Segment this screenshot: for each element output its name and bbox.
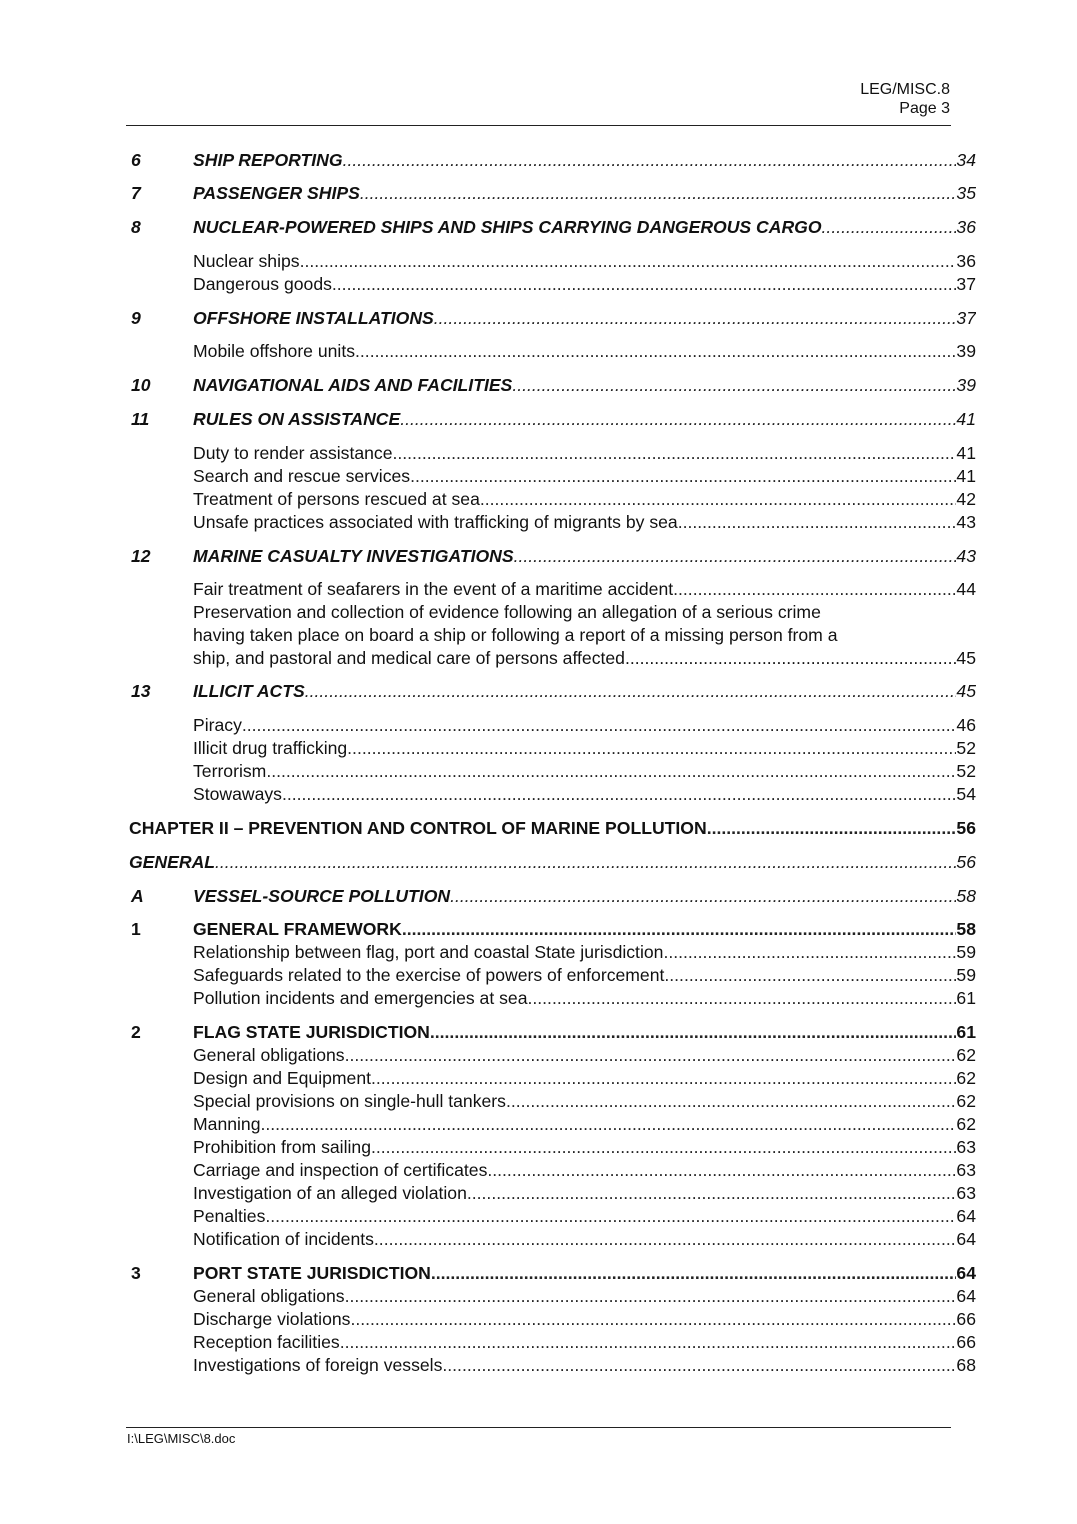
toc-entry-title: ILLICIT ACTS bbox=[193, 681, 305, 701]
toc-entry-illicit-acts[interactable] bbox=[129, 680, 976, 702]
toc-subentry-search-and-rescue[interactable] bbox=[129, 465, 976, 487]
dot-leader bbox=[673, 578, 956, 600]
toc-entry-title: NAVIGATIONAL AIDS AND FACILITIES bbox=[193, 375, 513, 395]
toc-chapter-ii[interactable] bbox=[129, 817, 976, 839]
toc-entry-title: FLAG STATE JURISDICTION bbox=[193, 1022, 430, 1042]
toc-entry-page: 56 bbox=[956, 852, 976, 872]
toc-entry-number: 9 bbox=[131, 308, 141, 328]
toc-entry-title: PORT STATE JURISDICTION bbox=[193, 1263, 431, 1283]
toc-entry-title: SHIP REPORTING bbox=[193, 150, 343, 170]
toc-subentry-title: General obligations bbox=[193, 1045, 345, 1065]
toc-entry-number: 6 bbox=[131, 150, 141, 170]
toc-entry-general-framework[interactable] bbox=[129, 918, 976, 940]
toc-entry-title: RULES ON ASSISTANCE bbox=[193, 409, 401, 429]
toc-entry-title: NUCLEAR-POWERED SHIPS AND SHIPS CARRYING DANGEROUS CARGO bbox=[193, 217, 822, 237]
toc-subentry-unsafe-practices[interactable] bbox=[129, 511, 976, 533]
dot-leader bbox=[514, 545, 957, 567]
toc-subentry-title: Mobile offshore units bbox=[193, 341, 356, 361]
toc-subentry-title: Carriage and inspection of certificates bbox=[193, 1160, 488, 1180]
toc-subentry-line: ship, and pastoral and medical care of persons affected. bbox=[193, 648, 630, 668]
header-rule bbox=[126, 125, 951, 126]
dot-leader bbox=[393, 442, 957, 464]
toc-subentry-title: Stowaways bbox=[193, 784, 282, 804]
toc-subentry-title: Design and Equipment bbox=[193, 1068, 372, 1088]
toc-entry-number: 1 bbox=[131, 919, 141, 939]
page-header bbox=[860, 80, 950, 118]
document-reference: LEG/MISC.8 bbox=[860, 81, 950, 98]
toc-subentry-title: Penalties bbox=[193, 1206, 266, 1226]
toc-subentry-manning[interactable] bbox=[129, 1113, 976, 1135]
toc-subentry-general-obligations-port[interactable] bbox=[129, 1285, 976, 1307]
toc-entry-number: A bbox=[131, 886, 144, 906]
toc-subentry-page: 37 bbox=[956, 274, 976, 294]
dot-leader bbox=[345, 1285, 957, 1307]
toc-subentry-fair-treatment-of-seafarers[interactable] bbox=[129, 578, 976, 600]
toc-subentry-mobile-offshore-units[interactable] bbox=[129, 340, 976, 362]
toc-subentry-line: Preservation and collection of evidence following an allegation of a serious crime bbox=[193, 602, 821, 622]
toc-subentry-illicit-drug-trafficking[interactable] bbox=[129, 737, 976, 759]
toc-entry-page: 35 bbox=[956, 183, 976, 203]
dot-leader bbox=[345, 1044, 957, 1066]
toc-subentry-title: Duty to render assistance bbox=[193, 443, 393, 463]
toc-entry-title: GENERAL FRAMEWORK bbox=[193, 919, 402, 939]
toc-entry-offshore-installations[interactable] bbox=[129, 307, 976, 329]
dot-leader bbox=[434, 307, 957, 329]
toc-entry-marine-casualty-investigations[interactable] bbox=[129, 545, 976, 567]
toc-subentry-page: 41 bbox=[956, 443, 976, 463]
toc-subentry-title: Relationship between flag, port and coastal State jurisdiction bbox=[193, 942, 664, 962]
toc-entry-number: 13 bbox=[131, 681, 151, 701]
toc-subentry-certificates[interactable] bbox=[129, 1159, 976, 1181]
dot-leader bbox=[347, 737, 956, 759]
toc-subentry-page: 68 bbox=[956, 1355, 976, 1375]
toc-subentry-page: 39 bbox=[956, 341, 976, 361]
toc-subentry-single-hull-tankers[interactable] bbox=[129, 1090, 976, 1112]
toc-subentry-title: Special provisions on single-hull tankers bbox=[193, 1091, 506, 1111]
dot-leader bbox=[410, 465, 956, 487]
toc-subentry-title: Nuclear ships bbox=[193, 251, 300, 271]
toc-subentry-page: 62 bbox=[956, 1091, 976, 1111]
toc-subentry-title: Investigations of foreign vessels bbox=[193, 1355, 443, 1375]
dot-leader bbox=[360, 182, 957, 204]
toc-subentry-general-obligations[interactable] bbox=[129, 1044, 976, 1066]
toc-entry-title: PASSENGER SHIPS bbox=[193, 183, 360, 203]
dot-leader bbox=[265, 1205, 956, 1227]
toc-subentry-title: Pollution incidents and emergencies at sea bbox=[193, 988, 528, 1008]
toc-subentry-title: Search and rescue services bbox=[193, 466, 411, 486]
dot-leader bbox=[374, 1228, 957, 1250]
dot-leader bbox=[261, 1113, 957, 1135]
toc-entry-page: 41 bbox=[956, 409, 976, 429]
toc-entry-port-state-jurisdiction[interactable] bbox=[129, 1262, 976, 1284]
dot-leader bbox=[663, 941, 956, 963]
toc-entry-flag-state-jurisdiction[interactable] bbox=[129, 1021, 976, 1043]
page-number: Page 3 bbox=[899, 100, 950, 117]
toc-entry-page: 34 bbox=[956, 150, 976, 170]
dot-leader bbox=[402, 918, 957, 940]
toc-subentry-piracy[interactable] bbox=[129, 714, 976, 736]
toc-subentry-title: Unsafe practices associated with trafficking of migrants by sea bbox=[193, 512, 678, 532]
toc-entry-page: 45 bbox=[956, 681, 976, 701]
dot-leader bbox=[355, 340, 956, 362]
toc-entry-number: 11 bbox=[131, 409, 150, 429]
toc-subentry-title: Fair treatment of seafarers in the event of a maritime accident bbox=[193, 579, 674, 599]
dot-leader bbox=[707, 817, 957, 839]
toc-subentry-title: Dangerous goods bbox=[193, 274, 332, 294]
toc-subentry-page: 43 bbox=[956, 512, 976, 532]
toc-chapter-title: CHAPTER II – PREVENTION AND CONTROL OF MARINE POLLUTION bbox=[129, 818, 707, 838]
toc-subentry-page: 63 bbox=[956, 1183, 976, 1203]
toc-subentry-page: 61 bbox=[956, 988, 976, 1008]
toc-entry-page: 64 bbox=[956, 1263, 976, 1283]
dot-leader bbox=[300, 250, 957, 272]
toc-subentry-page: 44 bbox=[956, 579, 976, 599]
toc-entry-number: 10 bbox=[131, 375, 151, 395]
toc-subentry-notification-of-incidents[interactable] bbox=[129, 1228, 976, 1250]
toc-entry-ship-reporting[interactable] bbox=[129, 149, 976, 171]
dot-leader bbox=[332, 273, 957, 295]
toc-entry-number: 12 bbox=[131, 546, 151, 566]
toc-entry-number: 3 bbox=[131, 1263, 141, 1283]
dot-leader bbox=[371, 1136, 956, 1158]
toc-subentry-page: 63 bbox=[956, 1160, 976, 1180]
toc-entry-page: 36 bbox=[956, 217, 976, 237]
dot-leader bbox=[450, 885, 956, 907]
toc-subentry-title: Piracy bbox=[193, 715, 242, 735]
dot-leader bbox=[480, 488, 957, 510]
toc-entry-page: 39 bbox=[956, 375, 976, 395]
toc-entry-number: 8 bbox=[131, 217, 141, 237]
toc-subentry-page: 64 bbox=[956, 1286, 976, 1306]
toc-subentry-pollution-incidents[interactable] bbox=[129, 987, 976, 1009]
toc-entry-page: 37 bbox=[956, 308, 976, 328]
toc-subentry-investigations-foreign-vessels[interactable] bbox=[129, 1354, 976, 1376]
toc-entry-title: GENERAL bbox=[129, 852, 216, 872]
toc-subentry-page: 64 bbox=[956, 1229, 976, 1249]
toc-entry-page: 58 bbox=[956, 919, 976, 939]
toc-subentry-page: 46 bbox=[956, 715, 976, 735]
dot-leader bbox=[442, 1354, 956, 1376]
toc-subentry-page: 45 bbox=[956, 648, 976, 668]
dot-leader bbox=[528, 987, 957, 1009]
dot-leader bbox=[343, 149, 957, 171]
toc-subentry-terrorism[interactable] bbox=[129, 760, 976, 782]
toc-entry-rules-on-assistance[interactable] bbox=[129, 408, 976, 430]
toc-subentry-title: Treatment of persons rescued at sea bbox=[193, 489, 480, 509]
dot-leader bbox=[467, 1182, 957, 1204]
dot-leader bbox=[664, 964, 956, 986]
toc-subentry-page: 66 bbox=[956, 1309, 976, 1329]
toc-subentry-page: 62 bbox=[956, 1114, 976, 1134]
toc-subentry-title: General obligations bbox=[193, 1286, 345, 1306]
toc-subentry-page: 42 bbox=[956, 489, 976, 509]
dot-leader bbox=[506, 1090, 956, 1112]
toc-subentry-page: 66 bbox=[956, 1332, 976, 1352]
toc-subentry-title: Illicit drug trafficking bbox=[193, 738, 348, 758]
toc-subentry-page: 62 bbox=[956, 1068, 976, 1088]
toc-entry-page: 61 bbox=[956, 1022, 976, 1042]
toc-subentry-page: 62 bbox=[956, 1045, 976, 1065]
toc-subentry-title: Safeguards related to the exercise of powers of enforcement bbox=[193, 965, 665, 985]
toc-subentry-line: having taken place on board a ship or following a report of a missing person from a bbox=[193, 625, 838, 645]
dot-leader bbox=[215, 851, 956, 873]
toc-entry-number: 2 bbox=[131, 1022, 141, 1042]
toc-chapter-page: 56 bbox=[956, 818, 976, 838]
toc-subentry-reception-facilities[interactable] bbox=[129, 1331, 976, 1353]
toc-subentry-page: 59 bbox=[956, 965, 976, 985]
toc-subentry-title: Manning bbox=[193, 1114, 261, 1134]
footer-rule bbox=[126, 1427, 951, 1428]
toc-subentry-page: 52 bbox=[956, 738, 976, 758]
toc-subentry-page: 59 bbox=[956, 942, 976, 962]
toc-subentry-title: Prohibition from sailing bbox=[193, 1137, 371, 1157]
dot-leader bbox=[630, 647, 957, 670]
toc-entry-title: OFFSHORE INSTALLATIONS bbox=[193, 308, 434, 328]
dot-leader bbox=[305, 680, 957, 702]
toc-subentry-design-and-equipment[interactable] bbox=[129, 1067, 976, 1089]
toc-subentry-alleged-violation[interactable] bbox=[129, 1182, 976, 1204]
toc-subentry-nuclear-ships[interactable] bbox=[129, 250, 976, 272]
toc-subentry-title: Investigation of an alleged violation bbox=[193, 1183, 467, 1203]
toc-entry-title: VESSEL-SOURCE POLLUTION bbox=[193, 886, 451, 906]
toc-subentry-title: Discharge violations bbox=[193, 1309, 351, 1329]
toc-subentry-page: 63 bbox=[956, 1137, 976, 1157]
dot-leader bbox=[340, 1331, 957, 1353]
toc-entry-page: 58 bbox=[956, 886, 976, 906]
toc-entry-nuclear-powered-ships[interactable] bbox=[129, 216, 976, 238]
dot-leader bbox=[431, 1262, 957, 1284]
toc-subentry-title: Terrorism bbox=[193, 761, 267, 781]
toc-subentry-page: 64 bbox=[956, 1206, 976, 1226]
toc-subentry-prohibition-from-sailing[interactable] bbox=[129, 1136, 976, 1158]
toc-subentry-preservation-of-evidence[interactable] bbox=[193, 601, 976, 670]
toc-subentry-relationship-flag-port-coastal[interactable] bbox=[129, 941, 976, 963]
dot-leader bbox=[350, 1308, 956, 1330]
toc-subentry-title: Notification of incidents bbox=[193, 1229, 374, 1249]
toc-subentry-page: 52 bbox=[956, 761, 976, 781]
toc-subentry-page: 41 bbox=[956, 466, 976, 486]
toc-entry-general[interactable] bbox=[129, 851, 976, 873]
toc-subentry-title: Reception facilities bbox=[193, 1332, 340, 1352]
toc-subentry-page: 36 bbox=[956, 251, 976, 271]
toc-entry-vessel-source-pollution[interactable] bbox=[129, 885, 976, 907]
toc-subentry-dangerous-goods[interactable] bbox=[129, 273, 976, 295]
dot-leader bbox=[242, 714, 957, 736]
toc-entry-title: MARINE CASUALTY INVESTIGATIONS bbox=[193, 546, 514, 566]
toc-entry-passenger-ships[interactable] bbox=[129, 182, 976, 204]
toc-subentry-treatment-of-persons[interactable] bbox=[129, 488, 976, 510]
toc-subentry-safeguards-enforcement[interactable] bbox=[129, 964, 976, 986]
toc-subentry-page: 54 bbox=[956, 784, 976, 804]
toc-entry-page: 43 bbox=[956, 546, 976, 566]
dot-leader bbox=[822, 216, 957, 238]
toc-entry-navigational-aids[interactable] bbox=[129, 374, 976, 396]
dot-leader bbox=[430, 1021, 957, 1043]
dot-leader bbox=[400, 408, 956, 430]
toc-subentry-discharge-violations[interactable] bbox=[129, 1308, 976, 1330]
dot-leader bbox=[371, 1067, 956, 1089]
dot-leader bbox=[266, 760, 956, 782]
dot-leader bbox=[487, 1159, 956, 1181]
dot-leader bbox=[282, 783, 956, 805]
dot-leader bbox=[678, 511, 957, 533]
footer-file-path: I:\LEG\MISC\8.doc bbox=[127, 1431, 236, 1446]
toc-entry-number: 7 bbox=[131, 183, 141, 203]
dot-leader bbox=[512, 374, 956, 396]
toc-subentry-duty-to-render-assistance[interactable] bbox=[129, 442, 976, 464]
toc-subentry-stowaways[interactable] bbox=[129, 783, 976, 805]
toc-subentry-penalties[interactable] bbox=[129, 1205, 976, 1227]
